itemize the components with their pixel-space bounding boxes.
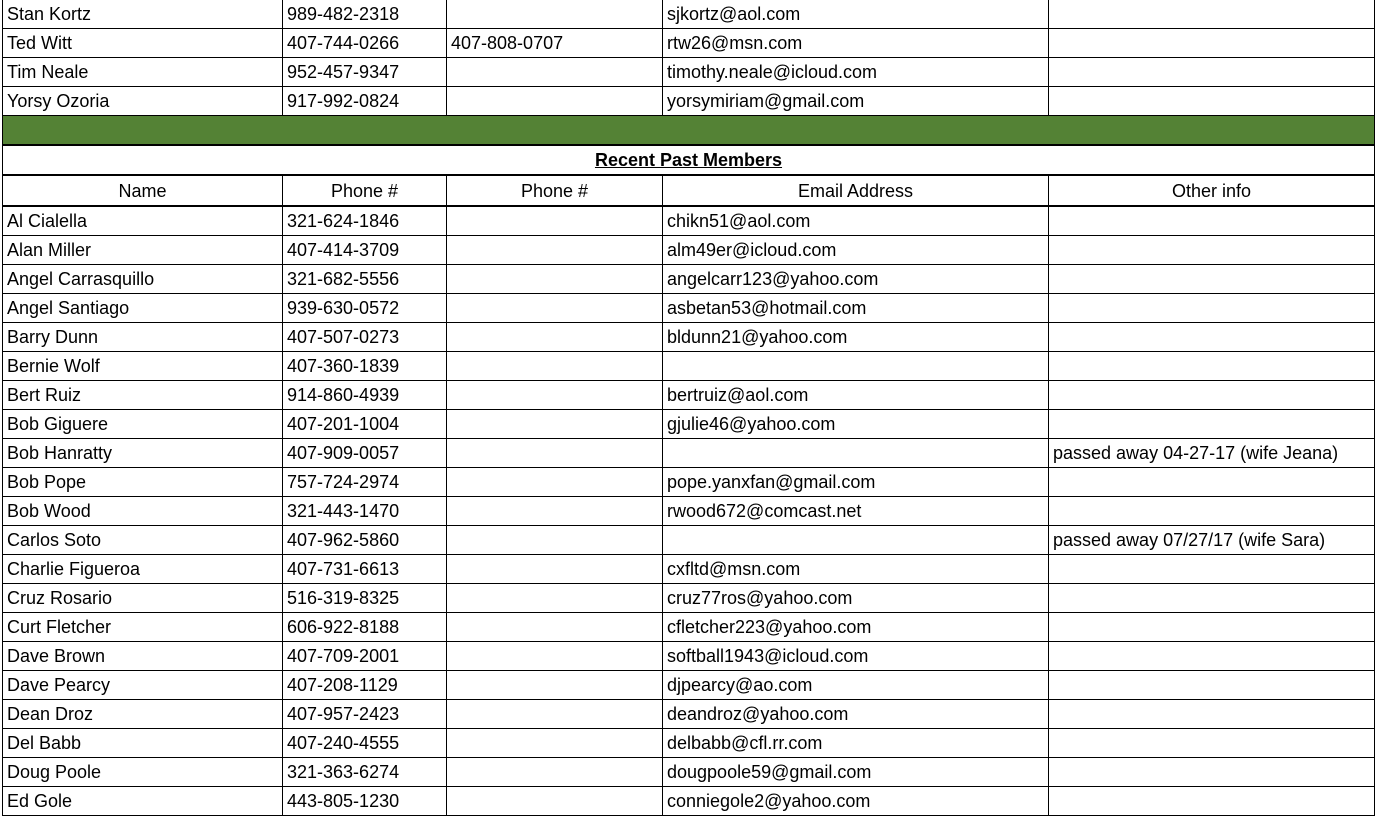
table-row: [2, 352, 1375, 381]
phone-cell[interactable]: 606-922-8188: [283, 613, 447, 642]
table-row: [2, 265, 1375, 294]
spreadsheet: [2, 0, 1375, 816]
name-cell[interactable]: Angel Santiago: [2, 294, 283, 323]
email-cell[interactable]: conniegole2@yahoo.com: [663, 787, 1049, 816]
phone-2-cell[interactable]: [447, 468, 663, 497]
phone-2-cell[interactable]: [447, 729, 663, 758]
table-row: [2, 294, 1375, 323]
section-title: Recent Past Members: [2, 146, 1375, 176]
name-cell[interactable]: Cruz Rosario: [2, 584, 283, 613]
phone-cell[interactable]: 443-805-1230: [283, 787, 447, 816]
name-cell[interactable]: Tim Neale: [2, 58, 283, 87]
phone-2-cell[interactable]: [447, 323, 663, 352]
name-cell[interactable]: Bert Ruiz: [2, 381, 283, 410]
email-cell[interactable]: softball1943@icloud.com: [663, 642, 1049, 671]
name-cell[interactable]: Yorsy Ozoria: [2, 87, 283, 116]
table-row: [2, 29, 1375, 58]
header-phone-1[interactable]: Phone #: [283, 176, 447, 207]
table-row: [2, 555, 1375, 584]
header-phone-2[interactable]: Phone #: [447, 176, 663, 207]
other-info-cell[interactable]: [1049, 58, 1375, 87]
phone-2-cell[interactable]: [447, 410, 663, 439]
table-row: [2, 526, 1375, 555]
phone-cell[interactable]: 407-957-2423: [283, 700, 447, 729]
past-members-table: [2, 207, 1375, 816]
green-separator-bar: [2, 116, 1375, 146]
name-cell[interactable]: Bob Pope: [2, 468, 283, 497]
email-cell[interactable]: [663, 352, 1049, 381]
email-cell[interactable]: asbetan53@hotmail.com: [663, 294, 1049, 323]
name-cell[interactable]: Bernie Wolf: [2, 352, 283, 381]
table-row: [2, 410, 1375, 439]
email-cell[interactable]: djpearcy@ao.com: [663, 671, 1049, 700]
phone-2-cell[interactable]: [447, 671, 663, 700]
phone-cell[interactable]: 407-709-2001: [283, 642, 447, 671]
table-row: [2, 207, 1375, 236]
phone-2-cell[interactable]: [447, 294, 663, 323]
email-cell[interactable]: yorsymiriam@gmail.com: [663, 87, 1049, 116]
other-info-cell[interactable]: [1049, 29, 1375, 58]
phone-2-cell[interactable]: [447, 584, 663, 613]
other-info-cell[interactable]: [1049, 787, 1375, 816]
table-row: [2, 468, 1375, 497]
table-row: [2, 729, 1375, 758]
phone-2-cell[interactable]: [447, 439, 663, 468]
other-info-cell[interactable]: [1049, 584, 1375, 613]
phone-cell[interactable]: 952-457-9347: [283, 58, 447, 87]
phone-cell[interactable]: 407-201-1004: [283, 410, 447, 439]
email-cell[interactable]: deandroz@yahoo.com: [663, 700, 1049, 729]
email-cell[interactable]: cxfltd@msn.com: [663, 555, 1049, 584]
phone-2-cell[interactable]: [447, 787, 663, 816]
email-cell[interactable]: cruz77ros@yahoo.com: [663, 584, 1049, 613]
other-info-cell[interactable]: [1049, 613, 1375, 642]
email-cell[interactable]: [663, 439, 1049, 468]
phone-cell[interactable]: 407-507-0273: [283, 323, 447, 352]
name-cell[interactable]: Dave Brown: [2, 642, 283, 671]
name-cell[interactable]: Carlos Soto: [2, 526, 283, 555]
email-cell[interactable]: delbabb@cfl.rr.com: [663, 729, 1049, 758]
other-info-cell[interactable]: [1049, 265, 1375, 294]
name-cell[interactable]: Dave Pearcy: [2, 671, 283, 700]
phone-cell[interactable]: 989-482-2318: [283, 0, 447, 29]
table-row: [2, 787, 1375, 816]
other-info-cell[interactable]: [1049, 700, 1375, 729]
header-email[interactable]: Email Address: [663, 176, 1049, 207]
phone-cell[interactable]: 407-240-4555: [283, 729, 447, 758]
other-info-cell[interactable]: [1049, 410, 1375, 439]
table-row: [2, 236, 1375, 265]
table-row: [2, 323, 1375, 352]
name-cell[interactable]: Bob Giguere: [2, 410, 283, 439]
phone-cell[interactable]: 407-731-6613: [283, 555, 447, 584]
phone-2-cell[interactable]: [447, 642, 663, 671]
table-row: [2, 0, 1375, 29]
other-info-cell[interactable]: passed away 04-27-17 (wife Jeana): [1049, 439, 1375, 468]
name-cell[interactable]: Bob Hanratty: [2, 439, 283, 468]
phone-cell[interactable]: 407-360-1839: [283, 352, 447, 381]
table-row: [2, 758, 1375, 787]
table-row: [2, 613, 1375, 642]
email-cell[interactable]: [663, 526, 1049, 555]
other-info-cell[interactable]: [1049, 758, 1375, 787]
header-row: [2, 176, 1375, 207]
other-info-cell[interactable]: [1049, 729, 1375, 758]
phone-2-cell[interactable]: [447, 236, 663, 265]
phone-2-cell[interactable]: 407-808-0707: [447, 29, 663, 58]
header-other-info[interactable]: Other info: [1049, 176, 1375, 207]
phone-2-cell[interactable]: [447, 526, 663, 555]
email-cell[interactable]: pope.yanxfan@gmail.com: [663, 468, 1049, 497]
email-cell[interactable]: chikn51@aol.com: [663, 207, 1049, 236]
phone-2-cell[interactable]: [447, 700, 663, 729]
phone-2-cell[interactable]: [447, 555, 663, 584]
name-cell[interactable]: Stan Kortz: [2, 0, 283, 29]
phone-2-cell[interactable]: [447, 265, 663, 294]
name-cell[interactable]: Bob Wood: [2, 497, 283, 526]
email-cell[interactable]: sjkortz@aol.com: [663, 0, 1049, 29]
other-info-cell[interactable]: [1049, 352, 1375, 381]
table-row: [2, 381, 1375, 410]
other-info-cell[interactable]: [1049, 671, 1375, 700]
phone-cell[interactable]: 321-443-1470: [283, 497, 447, 526]
email-cell[interactable]: gjulie46@yahoo.com: [663, 410, 1049, 439]
email-cell[interactable]: cfletcher223@yahoo.com: [663, 613, 1049, 642]
phone-2-cell[interactable]: [447, 58, 663, 87]
phone-2-cell[interactable]: [447, 497, 663, 526]
other-info-cell[interactable]: [1049, 236, 1375, 265]
email-cell[interactable]: timothy.neale@icloud.com: [663, 58, 1049, 87]
name-cell[interactable]: Ted Witt: [2, 29, 283, 58]
phone-cell[interactable]: 757-724-2974: [283, 468, 447, 497]
email-cell[interactable]: dougpoole59@gmail.com: [663, 758, 1049, 787]
phone-cell[interactable]: 407-208-1129: [283, 671, 447, 700]
table-row: [2, 58, 1375, 87]
other-info-cell[interactable]: passed away 07/27/17 (wife Sara): [1049, 526, 1375, 555]
table-row: [2, 642, 1375, 671]
email-cell[interactable]: rtw26@msn.com: [663, 29, 1049, 58]
other-info-cell[interactable]: [1049, 642, 1375, 671]
phone-cell[interactable]: 407-909-0057: [283, 439, 447, 468]
other-info-cell[interactable]: [1049, 497, 1375, 526]
other-info-cell[interactable]: [1049, 323, 1375, 352]
other-info-cell[interactable]: [1049, 0, 1375, 29]
phone-2-cell[interactable]: [447, 758, 663, 787]
phone-cell[interactable]: 321-624-1846: [283, 207, 447, 236]
other-info-cell[interactable]: [1049, 294, 1375, 323]
current-members-tail: [2, 0, 1375, 116]
phone-2-cell[interactable]: [447, 207, 663, 236]
table-row: [2, 700, 1375, 729]
phone-2-cell[interactable]: [447, 352, 663, 381]
name-cell[interactable]: Curt Fletcher: [2, 613, 283, 642]
other-info-cell[interactable]: [1049, 207, 1375, 236]
other-info-cell[interactable]: [1049, 87, 1375, 116]
phone-2-cell[interactable]: [447, 381, 663, 410]
phone-cell[interactable]: 516-319-8325: [283, 584, 447, 613]
phone-2-cell[interactable]: [447, 0, 663, 29]
name-cell[interactable]: Doug Poole: [2, 758, 283, 787]
phone-cell[interactable]: 321-682-5556: [283, 265, 447, 294]
name-cell[interactable]: Del Babb: [2, 729, 283, 758]
name-cell[interactable]: Angel Carrasquillo: [2, 265, 283, 294]
phone-cell[interactable]: 407-962-5860: [283, 526, 447, 555]
other-info-cell[interactable]: [1049, 555, 1375, 584]
name-cell[interactable]: Charlie Figueroa: [2, 555, 283, 584]
header-name[interactable]: Name: [2, 176, 283, 207]
name-cell[interactable]: Alan Miller: [2, 236, 283, 265]
email-cell[interactable]: bldunn21@yahoo.com: [663, 323, 1049, 352]
table-row: [2, 87, 1375, 116]
email-cell[interactable]: angelcarr123@yahoo.com: [663, 265, 1049, 294]
phone-cell[interactable]: 939-630-0572: [283, 294, 447, 323]
phone-2-cell[interactable]: [447, 613, 663, 642]
phone-cell[interactable]: 914-860-4939: [283, 381, 447, 410]
phone-cell[interactable]: 407-744-0266: [283, 29, 447, 58]
name-cell[interactable]: Dean Droz: [2, 700, 283, 729]
email-cell[interactable]: alm49er@icloud.com: [663, 236, 1049, 265]
other-info-cell[interactable]: [1049, 381, 1375, 410]
email-cell[interactable]: rwood672@comcast.net: [663, 497, 1049, 526]
table-row: [2, 671, 1375, 700]
table-row: [2, 584, 1375, 613]
name-cell[interactable]: Ed Gole: [2, 787, 283, 816]
other-info-cell[interactable]: [1049, 468, 1375, 497]
phone-cell[interactable]: 321-363-6274: [283, 758, 447, 787]
name-cell[interactable]: Al Cialella: [2, 207, 283, 236]
phone-cell[interactable]: 917-992-0824: [283, 87, 447, 116]
table-row: [2, 497, 1375, 526]
phone-cell[interactable]: 407-414-3709: [283, 236, 447, 265]
table-row: [2, 439, 1375, 468]
phone-2-cell[interactable]: [447, 87, 663, 116]
email-cell[interactable]: bertruiz@aol.com: [663, 381, 1049, 410]
name-cell[interactable]: Barry Dunn: [2, 323, 283, 352]
